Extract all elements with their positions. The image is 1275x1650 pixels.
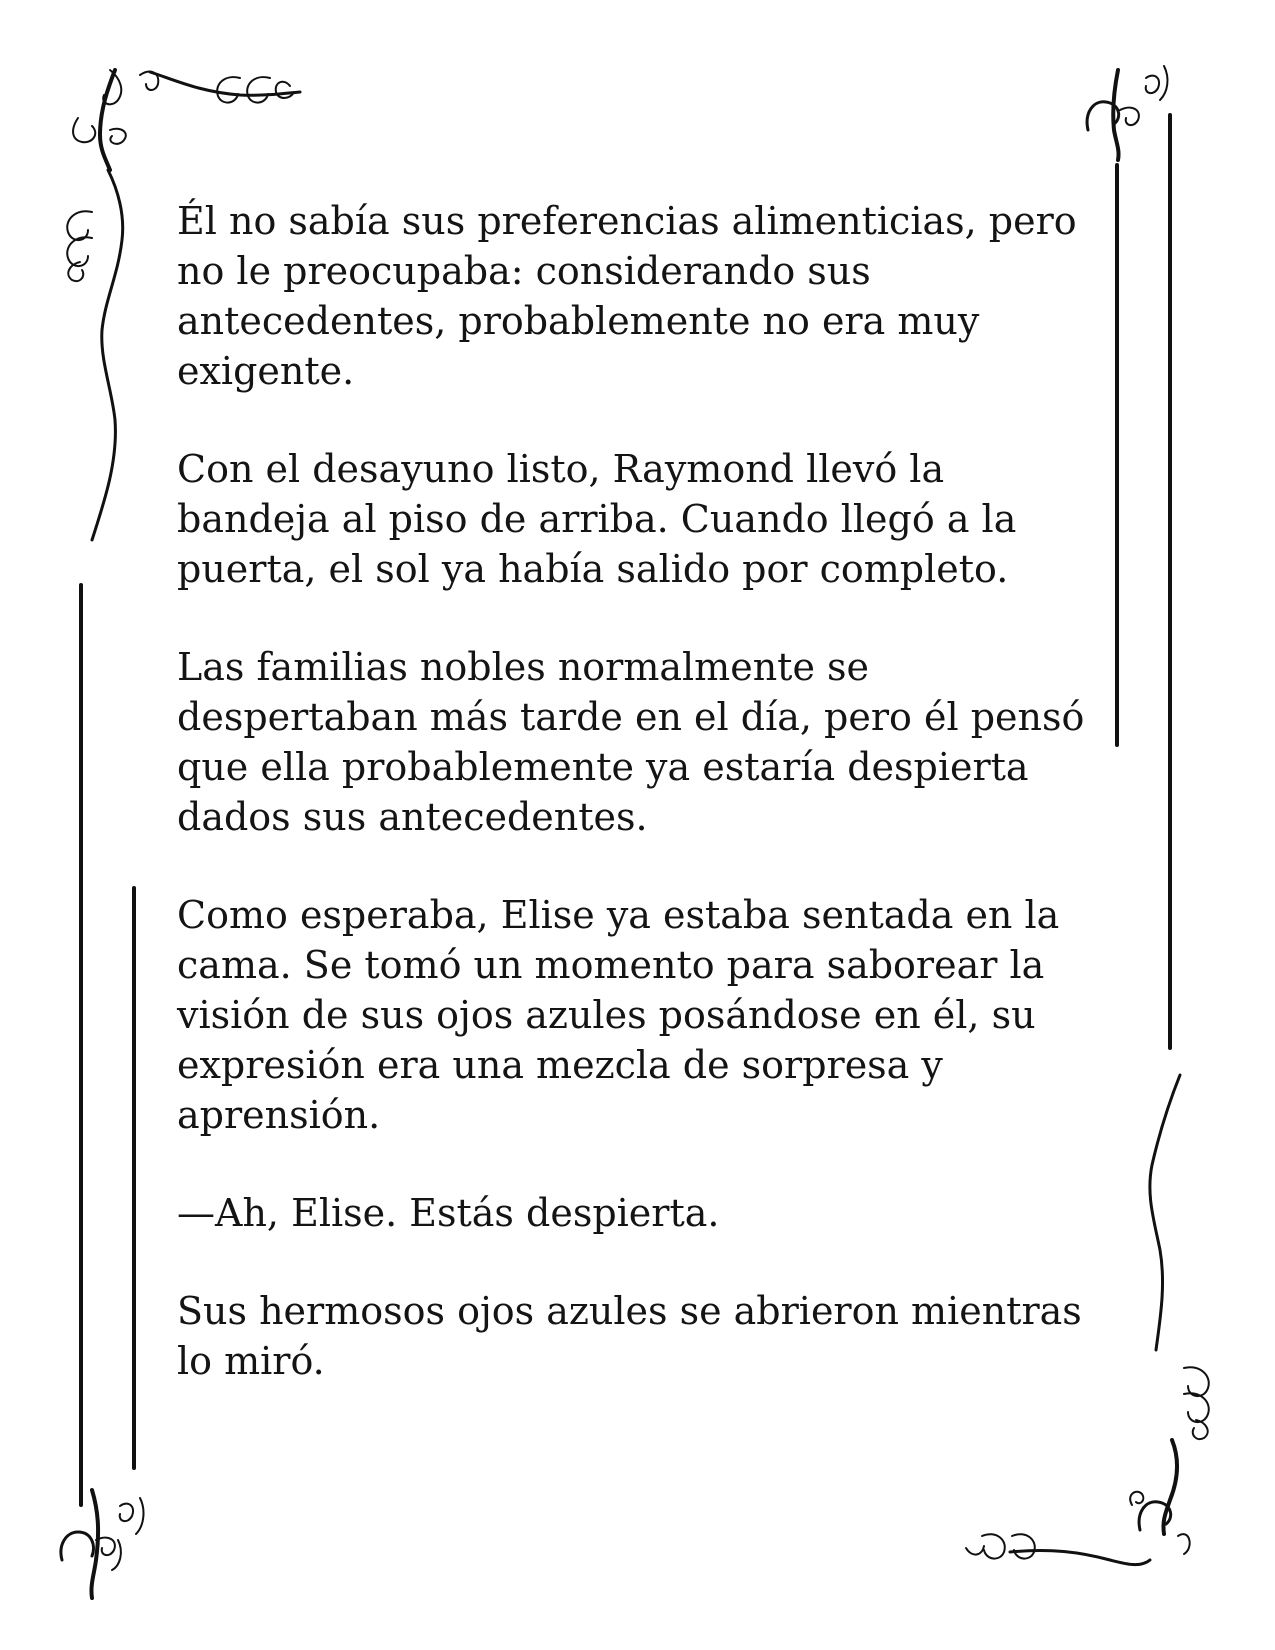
dialogue-line: —Ah, Elise. Estás despierta. [177, 1191, 720, 1235]
story-text [177, 196, 1097, 1386]
paragraph: Sus hermosos ojos azules se abrieron mientras lo miró. [177, 1289, 1082, 1383]
flourish-top-right [1087, 66, 1167, 160]
paragraph: Las familias nobles normalmente se despertaban más tarde en el día, pero él pensó que ella probablemente ya estaría despierta dados sus antecedentes. [177, 645, 1085, 839]
paragraph: Con el desayuno listo, Raymond llevó la bandeja al piso de arriba. Cuando llegó a la puerta, el sol ya había salido por completo. [177, 447, 1017, 591]
flourish-bottom-left [61, 1490, 144, 1598]
paragraph: Él no sabía sus preferencias alimenticias, pero no le preocupaba: considerando sus antecedentes, probablemente no era muy exigente. [177, 199, 1077, 393]
paragraph: Como esperaba, Elise ya estaba sentada en la cama. Se tomó un momento para saborear la visión de sus ojos azules posándose en él, su expresión era una mezcla de sorpresa y aprensión. [177, 893, 1060, 1137]
